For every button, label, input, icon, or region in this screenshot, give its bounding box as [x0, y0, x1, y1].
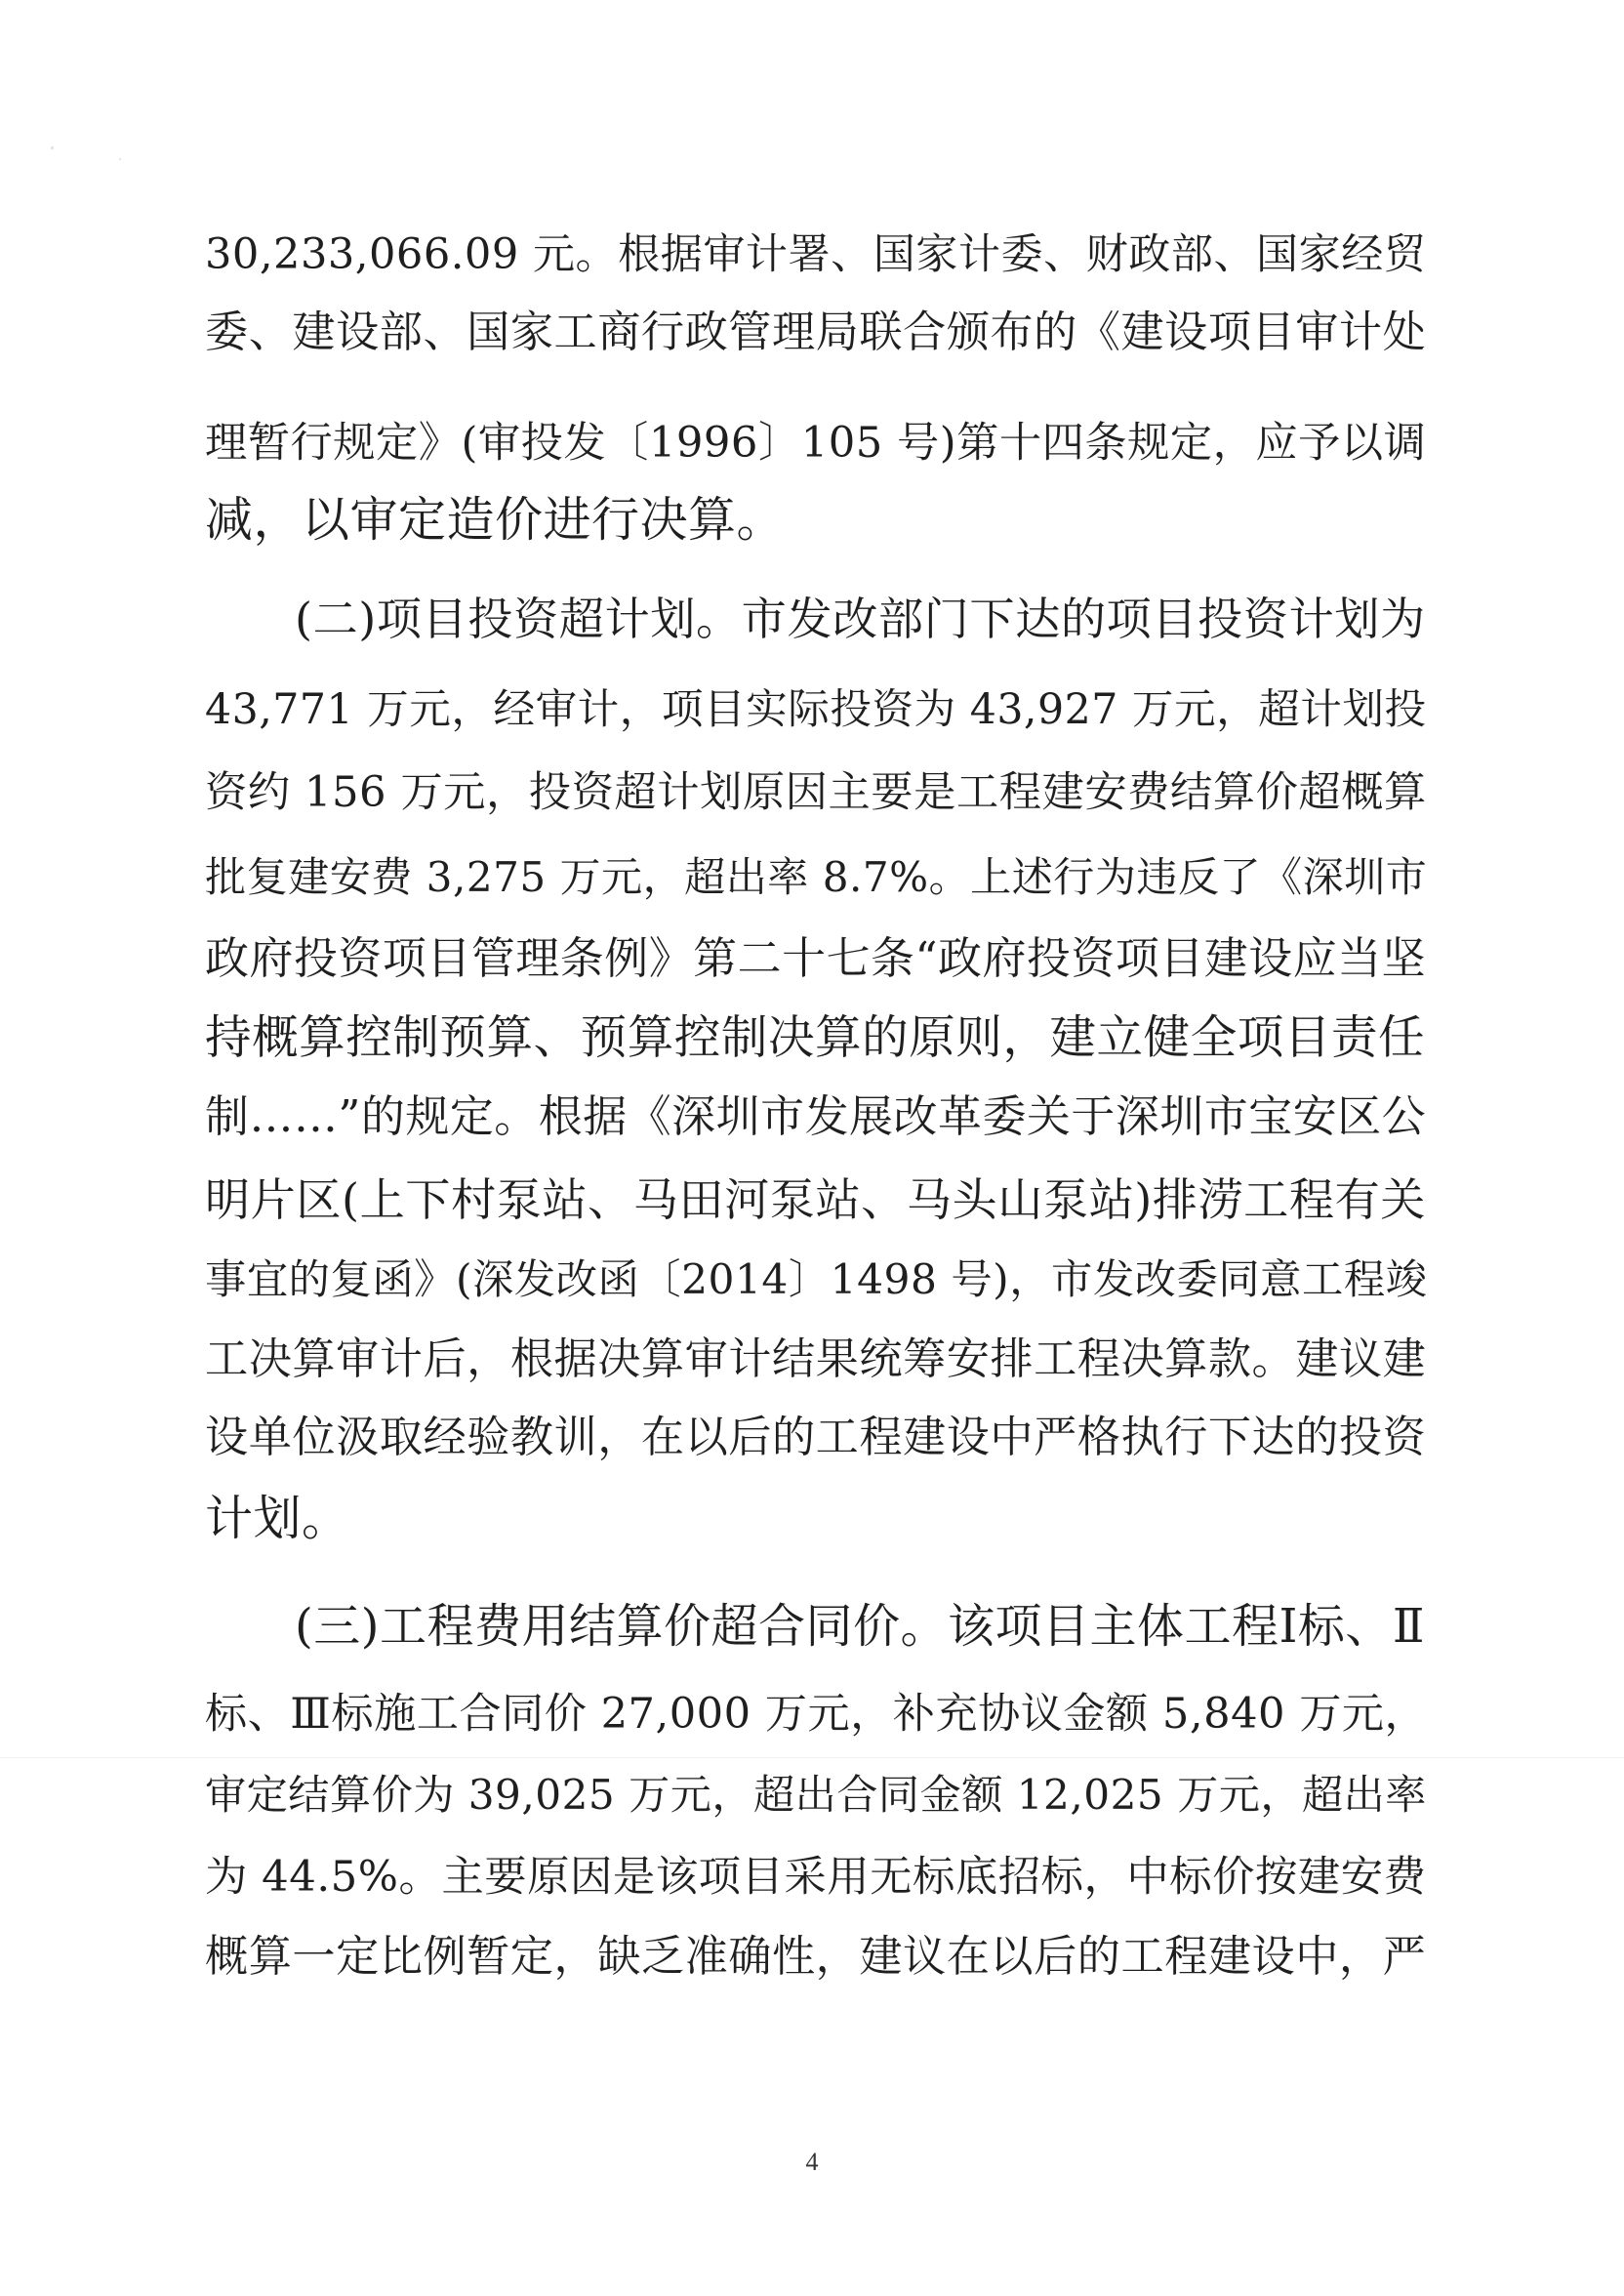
- scan-rule: [0, 1757, 1624, 1758]
- text-line-4: 减，以审定造价进行决算。: [205, 492, 786, 548]
- text-line-3: 理暂行规定》(审投发〔1996〕105 号)第十四条规定，应予以调: [205, 419, 1427, 468]
- text-line-2: 委、建设部、国家工商行政管理局联合颁布的《建设项目审计处: [205, 308, 1427, 357]
- paragraph-2-line-1: (二)项目投资超计划。市发改部门下达的项目投资计划为: [295, 593, 1426, 645]
- text-line-9: 政府投资项目管理条例》第二十七条“政府投资项目建设应当坚: [205, 932, 1427, 984]
- text-line-12: 明片区(上下村泵站、马田河泵站、马头山泵站)排涝工程有关: [205, 1173, 1426, 1226]
- text-line-16: 计划。: [205, 1491, 350, 1546]
- scan-speck: [51, 146, 54, 149]
- paragraph-3-line-1: (三)工程费用结算价超合同价。该项目主体工程Ⅰ标、Ⅱ: [295, 1599, 1426, 1654]
- text-line-1: 30,233,066.09 元。根据审计署、国家计委、财政部、国家经贸: [205, 230, 1427, 279]
- text-line-10: 持概算控制预算、预算控制决算的原则，建立健全项目责任: [205, 1011, 1426, 1065]
- page-number: 4: [805, 2148, 819, 2176]
- text-line-21: 概算一定比例暂定，缺乏准确性，建议在以后的工程建设中，严: [205, 1932, 1427, 1982]
- text-line-7: 资约 156 万元，投资超计划原因主要是工程建安费结算价超概算: [205, 768, 1427, 817]
- text-line-8: 批复建安费 3,275 万元，超出率 8.7%。上述行为违反了《深圳市: [205, 853, 1428, 901]
- text-line-20: 为 44.5%。主要原因是该项目采用无标底招标，中标价按建安费: [205, 1853, 1427, 1902]
- text-line-19: 审定结算价为 39,025 万元，超出合同金额 12,025 万元，超出率: [205, 1771, 1427, 1819]
- text-line-18: 标、Ⅲ标施工合同价 27,000 万元，补充协议金额 5,840 万元，: [205, 1690, 1428, 1739]
- text-line-15: 设单位汲取经验教训，在以后的工程建设中严格执行下达的投资: [205, 1413, 1427, 1462]
- scan-speck: [119, 158, 121, 160]
- text-line-14: 工决算审计后，根据决算审计结果统筹安排工程决算款。建议建: [205, 1334, 1427, 1384]
- text-line-13: 事宜的复函》(深发改函〔2014〕1498 号)，市发改委同意工程竣: [205, 1255, 1428, 1303]
- text-line-6: 43,771 万元，经审计，项目实际投资为 43,927 万元，超计划投: [205, 685, 1427, 734]
- text-line-11: 制……”的规定。根据《深圳市发展改革委关于深圳市宝安区公: [205, 1090, 1427, 1142]
